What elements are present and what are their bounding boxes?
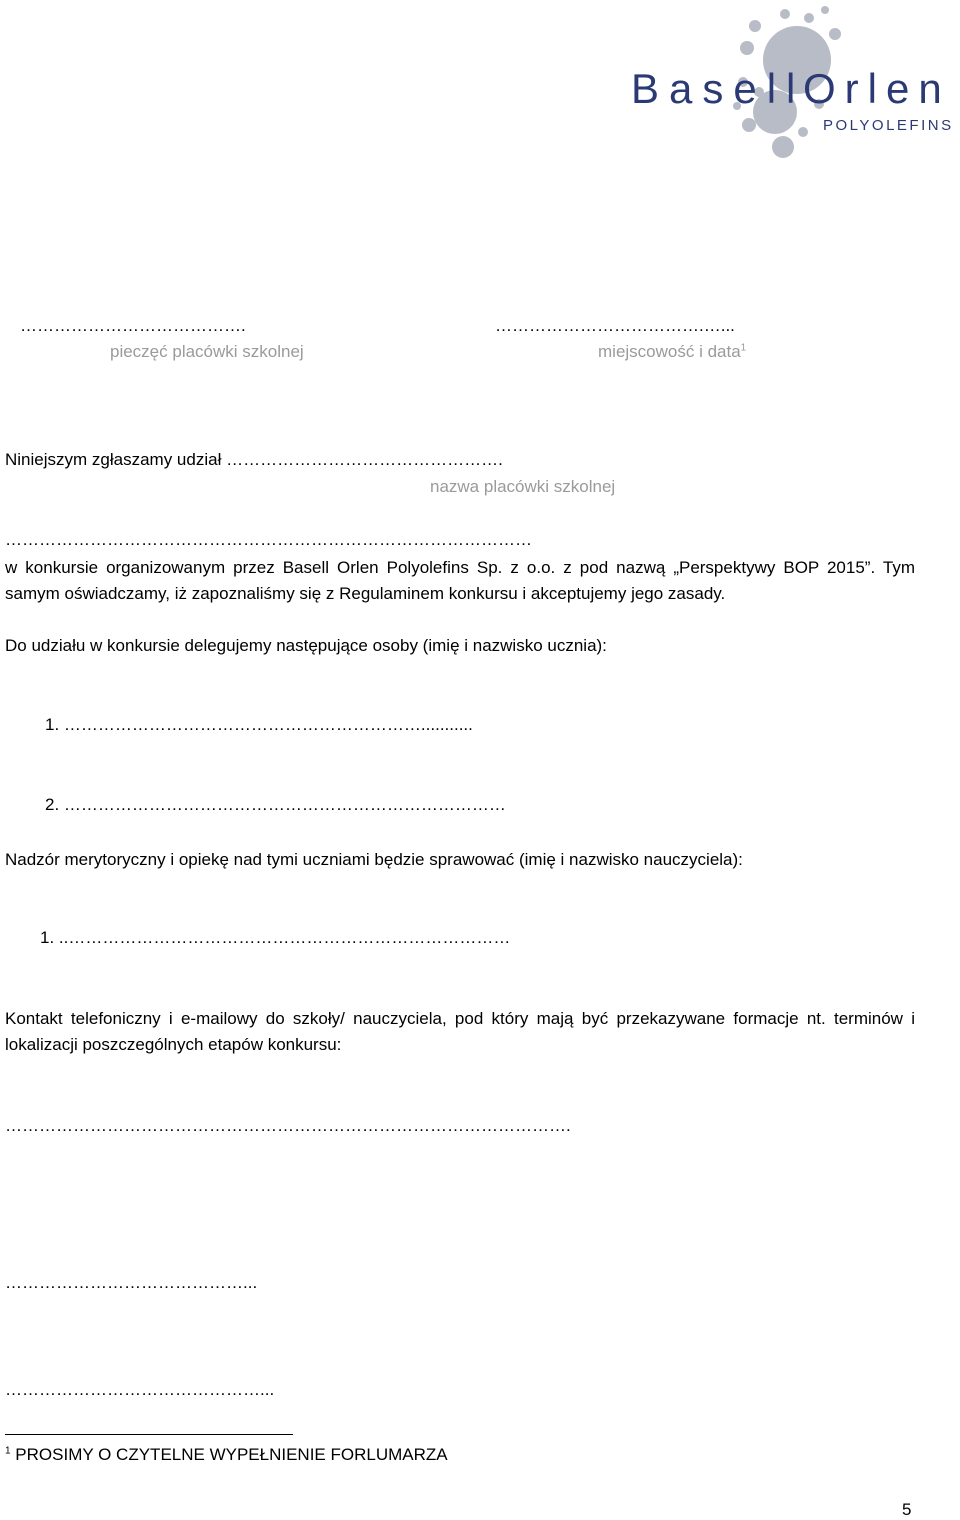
stamp-dots: …………………………………. — [20, 316, 246, 335]
contact-line-3: ………………………………………... — [5, 1380, 275, 1399]
place-date-dots: ……………………………….…... — [495, 316, 735, 335]
footnote-number: 1 — [5, 1445, 11, 1457]
footnote-text: PROSIMY O CZYTELNE WYPEŁNIENIE FORLUMARZA — [15, 1445, 448, 1464]
student-1-dots: ………………………………………………………........... — [63, 715, 473, 734]
intro-line — [5, 450, 503, 470]
page-number: 5 — [902, 1500, 912, 1519]
teacher-entry-1 — [40, 928, 510, 948]
school-name-label: nazwa placówki szkolnej — [430, 477, 616, 496]
intro-prefix: Niniejszym zgłaszamy udział — [5, 450, 222, 469]
student-2-number: 2. — [45, 795, 60, 814]
delegates-prompt: Do udziału w konkursie delegujemy następujące osoby (imię i nazwisko ucznia): — [5, 636, 607, 655]
basell-orlen-logo — [625, 0, 955, 160]
teacher-1-number: 1. — [40, 928, 55, 947]
teacher-1-dots: ..…………………………………………………………………… — [58, 928, 511, 947]
school-name-dots: …………………………………………. — [226, 450, 503, 469]
supervisor-prompt: Nadzór merytoryczny i opiekę nad tymi uczniami będzie sprawować (imię i nazwisko nauczyciela): — [5, 850, 743, 869]
footnote — [5, 1445, 448, 1465]
contest-paragraph: w konkursie organizowanym przez Basell Orlen Polyolefins Sp. z o.o. z pod nazwą „Perspektywy BOP 2015”. Tym samym oświadczamy, iż zapoznaliśmy się z Regulaminem konkursu i akceptujemy jego zasady. — [5, 558, 915, 603]
contact-line-1: ………………………………………………………………………………………. — [5, 1116, 571, 1135]
logo-wordmark-left: Basell — [631, 65, 806, 112]
student-entry-2 — [45, 795, 506, 815]
place-date-label — [598, 342, 746, 362]
logo-wordmark-right: Orlen — [803, 65, 951, 112]
contact-prompt: Kontakt telefoniczny i e-mailowy do szkoły/ nauczyciela, pod który mają być przekazywane formacje nt. terminów i lokalizacji poszczególnych etapów konkursu: — [5, 1009, 915, 1054]
logo-tagline: POLYOLEFINS — [823, 117, 954, 134]
footnote-ref: 1 — [740, 342, 747, 354]
student-2-dots: …………………………………………………………………… — [63, 795, 506, 814]
student-1-number: 1. — [45, 715, 60, 734]
contact-line-2: ……………………………………... — [5, 1273, 258, 1292]
footnote-separator — [5, 1434, 293, 1435]
student-entry-1 — [45, 715, 473, 735]
stamp-label: pieczęć placówki szkolnej — [110, 342, 304, 361]
school-name-continuation-dots: ………………………………………………………………………………… — [5, 530, 532, 549]
place-date-label-text: miejscowość i data — [598, 342, 741, 361]
